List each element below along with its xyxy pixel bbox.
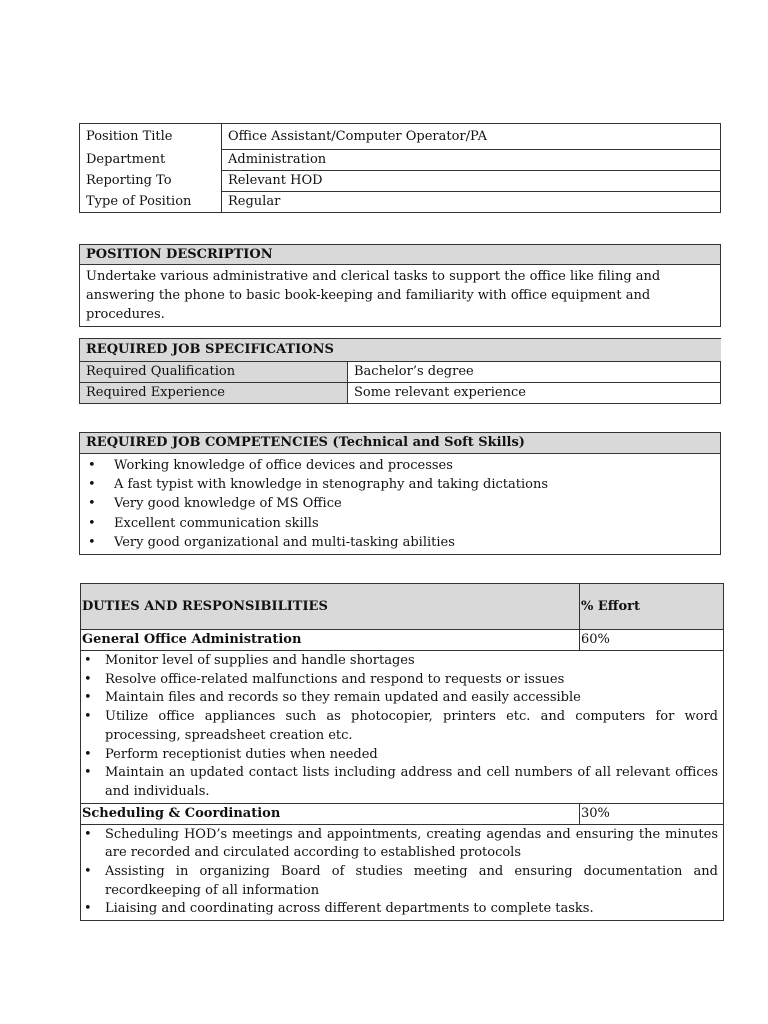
duty-section-title: General Office Administration [81, 630, 580, 651]
duties-heading: DUTIES AND RESPONSIBILITIES [81, 584, 580, 630]
list-item: • Utilize office appliances such as photocopier, printers etc. and computers for word processing, spreadsheet creation etc. [82, 708, 722, 745]
department-value: Administration [222, 150, 721, 171]
position-info-row [80, 150, 721, 171]
duty-list [82, 826, 722, 920]
list-item: • Assisting in organizing Board of studies meeting and ensuring documentation and recordkeeping of all information [82, 863, 722, 900]
job-competencies-table [79, 432, 721, 555]
position-type-label: Type of Position [80, 192, 222, 213]
list-item: • Perform receptionist duties when needed [82, 746, 722, 765]
list-item: • Monitor level of supplies and handle shortages [82, 652, 722, 671]
list-item: • Very good organizational and multi-tasking abilities [108, 533, 714, 552]
position-info-row [80, 192, 721, 213]
position-title-label: Position Title [80, 124, 222, 150]
job-specifications-heading: REQUIRED JOB SPECIFICATIONS [80, 339, 721, 362]
job-specifications-table [79, 338, 721, 404]
duty-section-items-cell [81, 651, 724, 804]
department-label: Department [80, 150, 222, 171]
qualification-label: Required Qualification [80, 362, 348, 383]
duty-section-row [81, 803, 724, 824]
list-item: • A fast typist with knowledge in stenography and taking dictations [108, 475, 714, 494]
position-description-table [79, 244, 721, 327]
reporting-to-label: Reporting To [80, 171, 222, 192]
position-description-heading: POSITION DESCRIPTION [80, 245, 721, 265]
position-description-text: Undertake various administrative and clerical tasks to support the office like filing and answering the phone to basic book-keeping and familiarity with office equipment and procedures. [80, 265, 721, 327]
list-item: • Liaising and coordinating across different departments to complete tasks. [82, 900, 722, 919]
list-item: • Resolve office-related malfunctions and respond to requests or issues [82, 671, 722, 690]
experience-label: Required Experience [80, 383, 348, 404]
list-item: • Maintain an updated contact lists including address and cell numbers of all relevant offices and individuals. [82, 764, 722, 801]
specification-row [80, 383, 721, 404]
list-item: • Maintain files and records so they remain updated and easily accessible [82, 689, 722, 708]
qualification-value: Bachelor’s degree [348, 362, 721, 383]
duty-section-effort: 30% [580, 803, 724, 824]
list-item: • Excellent communication skills [108, 514, 714, 533]
position-info-row [80, 171, 721, 192]
position-type-value: Regular [222, 192, 721, 213]
competencies-list [86, 456, 714, 552]
list-item: • Working knowledge of office devices and processes [108, 456, 714, 475]
list-item: • Very good knowledge of MS Office [108, 494, 714, 513]
duty-section-row [81, 630, 724, 651]
duty-section-effort: 60% [580, 630, 724, 651]
duties-table [80, 583, 724, 921]
experience-value: Some relevant experience [348, 383, 721, 404]
position-info-table [79, 123, 721, 213]
job-competencies-cell [80, 454, 721, 555]
specification-row [80, 362, 721, 383]
position-title-value: Office Assistant/Computer Operator/PA [222, 124, 721, 150]
job-competencies-heading: REQUIRED JOB COMPETENCIES (Technical and Soft Skills) [80, 433, 721, 454]
list-item: • Scheduling HOD’s meetings and appointments, creating agendas and ensuring the minutes are recorded and circulated according to established protocols [82, 826, 722, 863]
duty-section-items-cell [81, 824, 724, 921]
duty-list [82, 652, 722, 802]
duty-section-title: Scheduling & Coordination [81, 803, 580, 824]
position-info-row [80, 124, 721, 150]
effort-heading: % Effort [580, 584, 724, 630]
reporting-to-value: Relevant HOD [222, 171, 721, 192]
